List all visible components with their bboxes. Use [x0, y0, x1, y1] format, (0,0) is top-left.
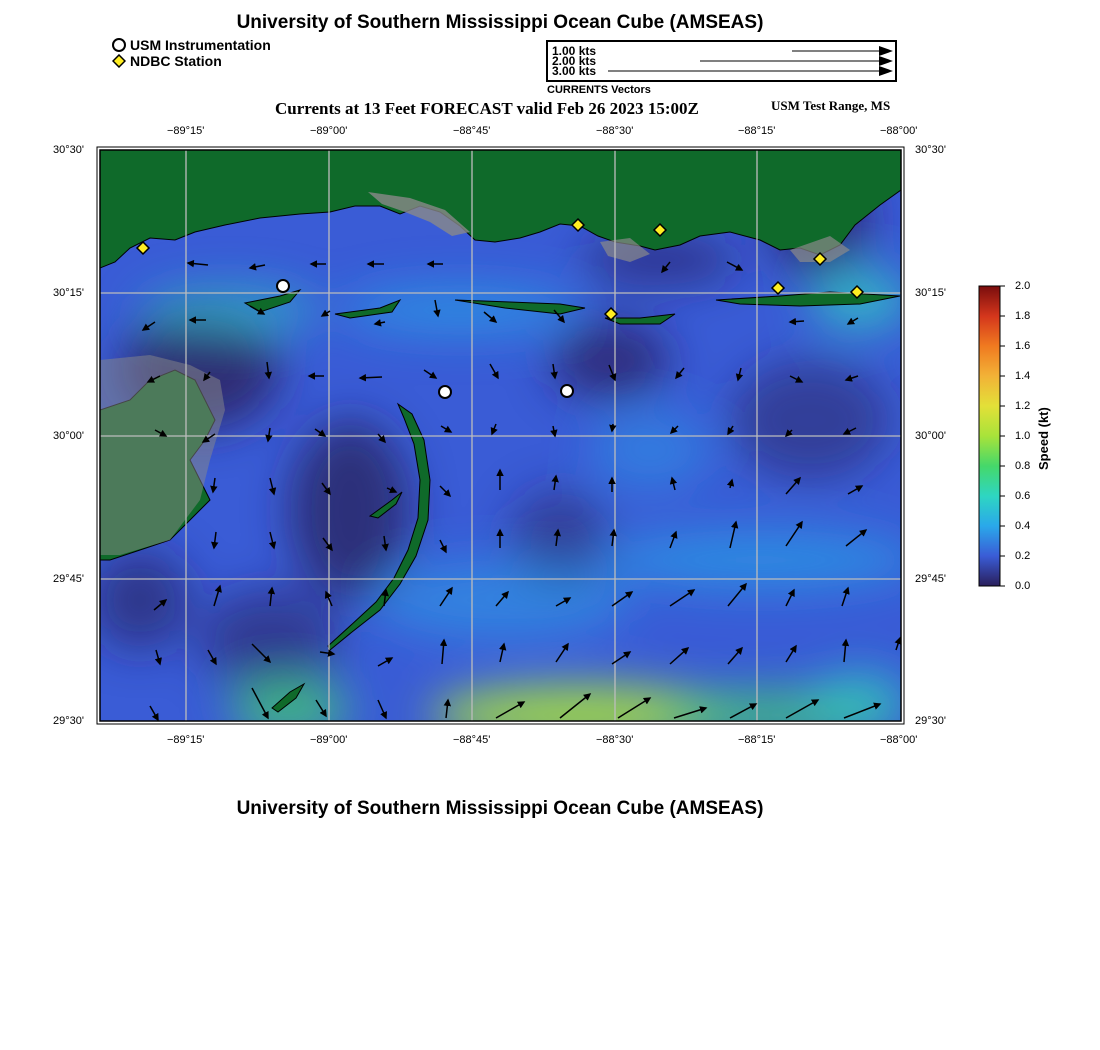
lon-label-bottom: −88°15': [738, 734, 776, 746]
colorbar-tick: 1.8: [1015, 310, 1031, 322]
legend-ndbc: [112, 53, 271, 69]
lon-label-top: −88°45': [453, 125, 491, 137]
legend-usm: [112, 37, 271, 53]
lat-label-right: 30°30': [915, 144, 946, 156]
lon-label-top: −88°00': [880, 125, 918, 137]
usm-station-marker[interactable]: [277, 280, 289, 292]
circle-icon: [112, 38, 126, 52]
usm-station-marker[interactable]: [561, 385, 573, 397]
lon-label-top: −88°15': [738, 125, 776, 137]
lon-label-bottom: −88°00': [880, 734, 918, 746]
reference-arrows: [548, 42, 895, 80]
ref-label-3: 3.00 kts: [552, 64, 597, 78]
colorbar-tick: 1.4: [1015, 370, 1031, 382]
marker-legend: [112, 37, 271, 69]
usm-station-marker[interactable]: [439, 386, 451, 398]
colorbar-tick: 0.6: [1015, 490, 1031, 502]
lon-label-top: −88°30': [596, 125, 634, 137]
speed-colorbar: [975, 282, 1011, 592]
colorbar-label: Speed (kt): [1036, 407, 1051, 470]
colorbar-tick: 0.8: [1015, 460, 1031, 472]
ref-arrow-2: [879, 56, 893, 66]
lat-label-left: 30°15': [53, 287, 84, 299]
colorbar-tick: 0.0: [1015, 580, 1031, 592]
lon-label-bottom: −88°30': [596, 734, 634, 746]
vector-reference-box: [546, 40, 897, 82]
colorbar-tick: 0.2: [1015, 550, 1031, 562]
colorbar-tick: 1.6: [1015, 340, 1031, 352]
lat-label-left: 30°30': [53, 144, 84, 156]
lon-label-bottom: −88°45': [453, 734, 491, 746]
current-map: [92, 142, 910, 730]
page-title: University of Southern Mississippi Ocean Cube (AMSEAS): [236, 12, 764, 33]
vector-reference-title: CURRENTS Vectors: [547, 84, 651, 96]
lat-label-right: 29°30': [915, 715, 946, 727]
ref-arrow-3: [879, 66, 893, 76]
colorbar-tick: 1.0: [1015, 430, 1031, 442]
lat-label-right: 29°45': [915, 573, 946, 585]
ref-label-1: 1.00 kts: [552, 44, 597, 58]
ref-arrow-1: [879, 46, 893, 56]
lat-label-left: 29°30': [53, 715, 84, 727]
lon-label-bottom: −89°15': [167, 734, 205, 746]
colorbar-tick: 2.0: [1015, 280, 1031, 292]
lon-label-top: −89°00': [310, 125, 348, 137]
colorbar-tick: 0.4: [1015, 520, 1031, 532]
speed-field: [92, 150, 910, 730]
ref-label-2: 2.00 kts: [552, 54, 597, 68]
diamond-icon: [112, 54, 126, 68]
lat-label-left: 29°45': [53, 573, 84, 585]
lat-label-right: 30°15': [915, 287, 946, 299]
lat-label-right: 30°00': [915, 430, 946, 442]
legend-usm-label: USM Instrumentation: [130, 37, 271, 53]
lat-label-left: 30°00': [53, 430, 84, 442]
map-title: Currents at 13 Feet FORECAST valid Feb 26 2023 15:00Z: [275, 99, 699, 118]
colorbar-tick: 1.2: [1015, 400, 1031, 412]
legend-ndbc-label: NDBC Station: [130, 53, 222, 69]
lon-label-bottom: −89°00': [310, 734, 348, 746]
range-label: USM Test Range, MS: [771, 98, 891, 113]
footer-title: University of Southern Mississippi Ocean Cube (AMSEAS): [236, 798, 764, 819]
lon-label-top: −89°15': [167, 125, 205, 137]
